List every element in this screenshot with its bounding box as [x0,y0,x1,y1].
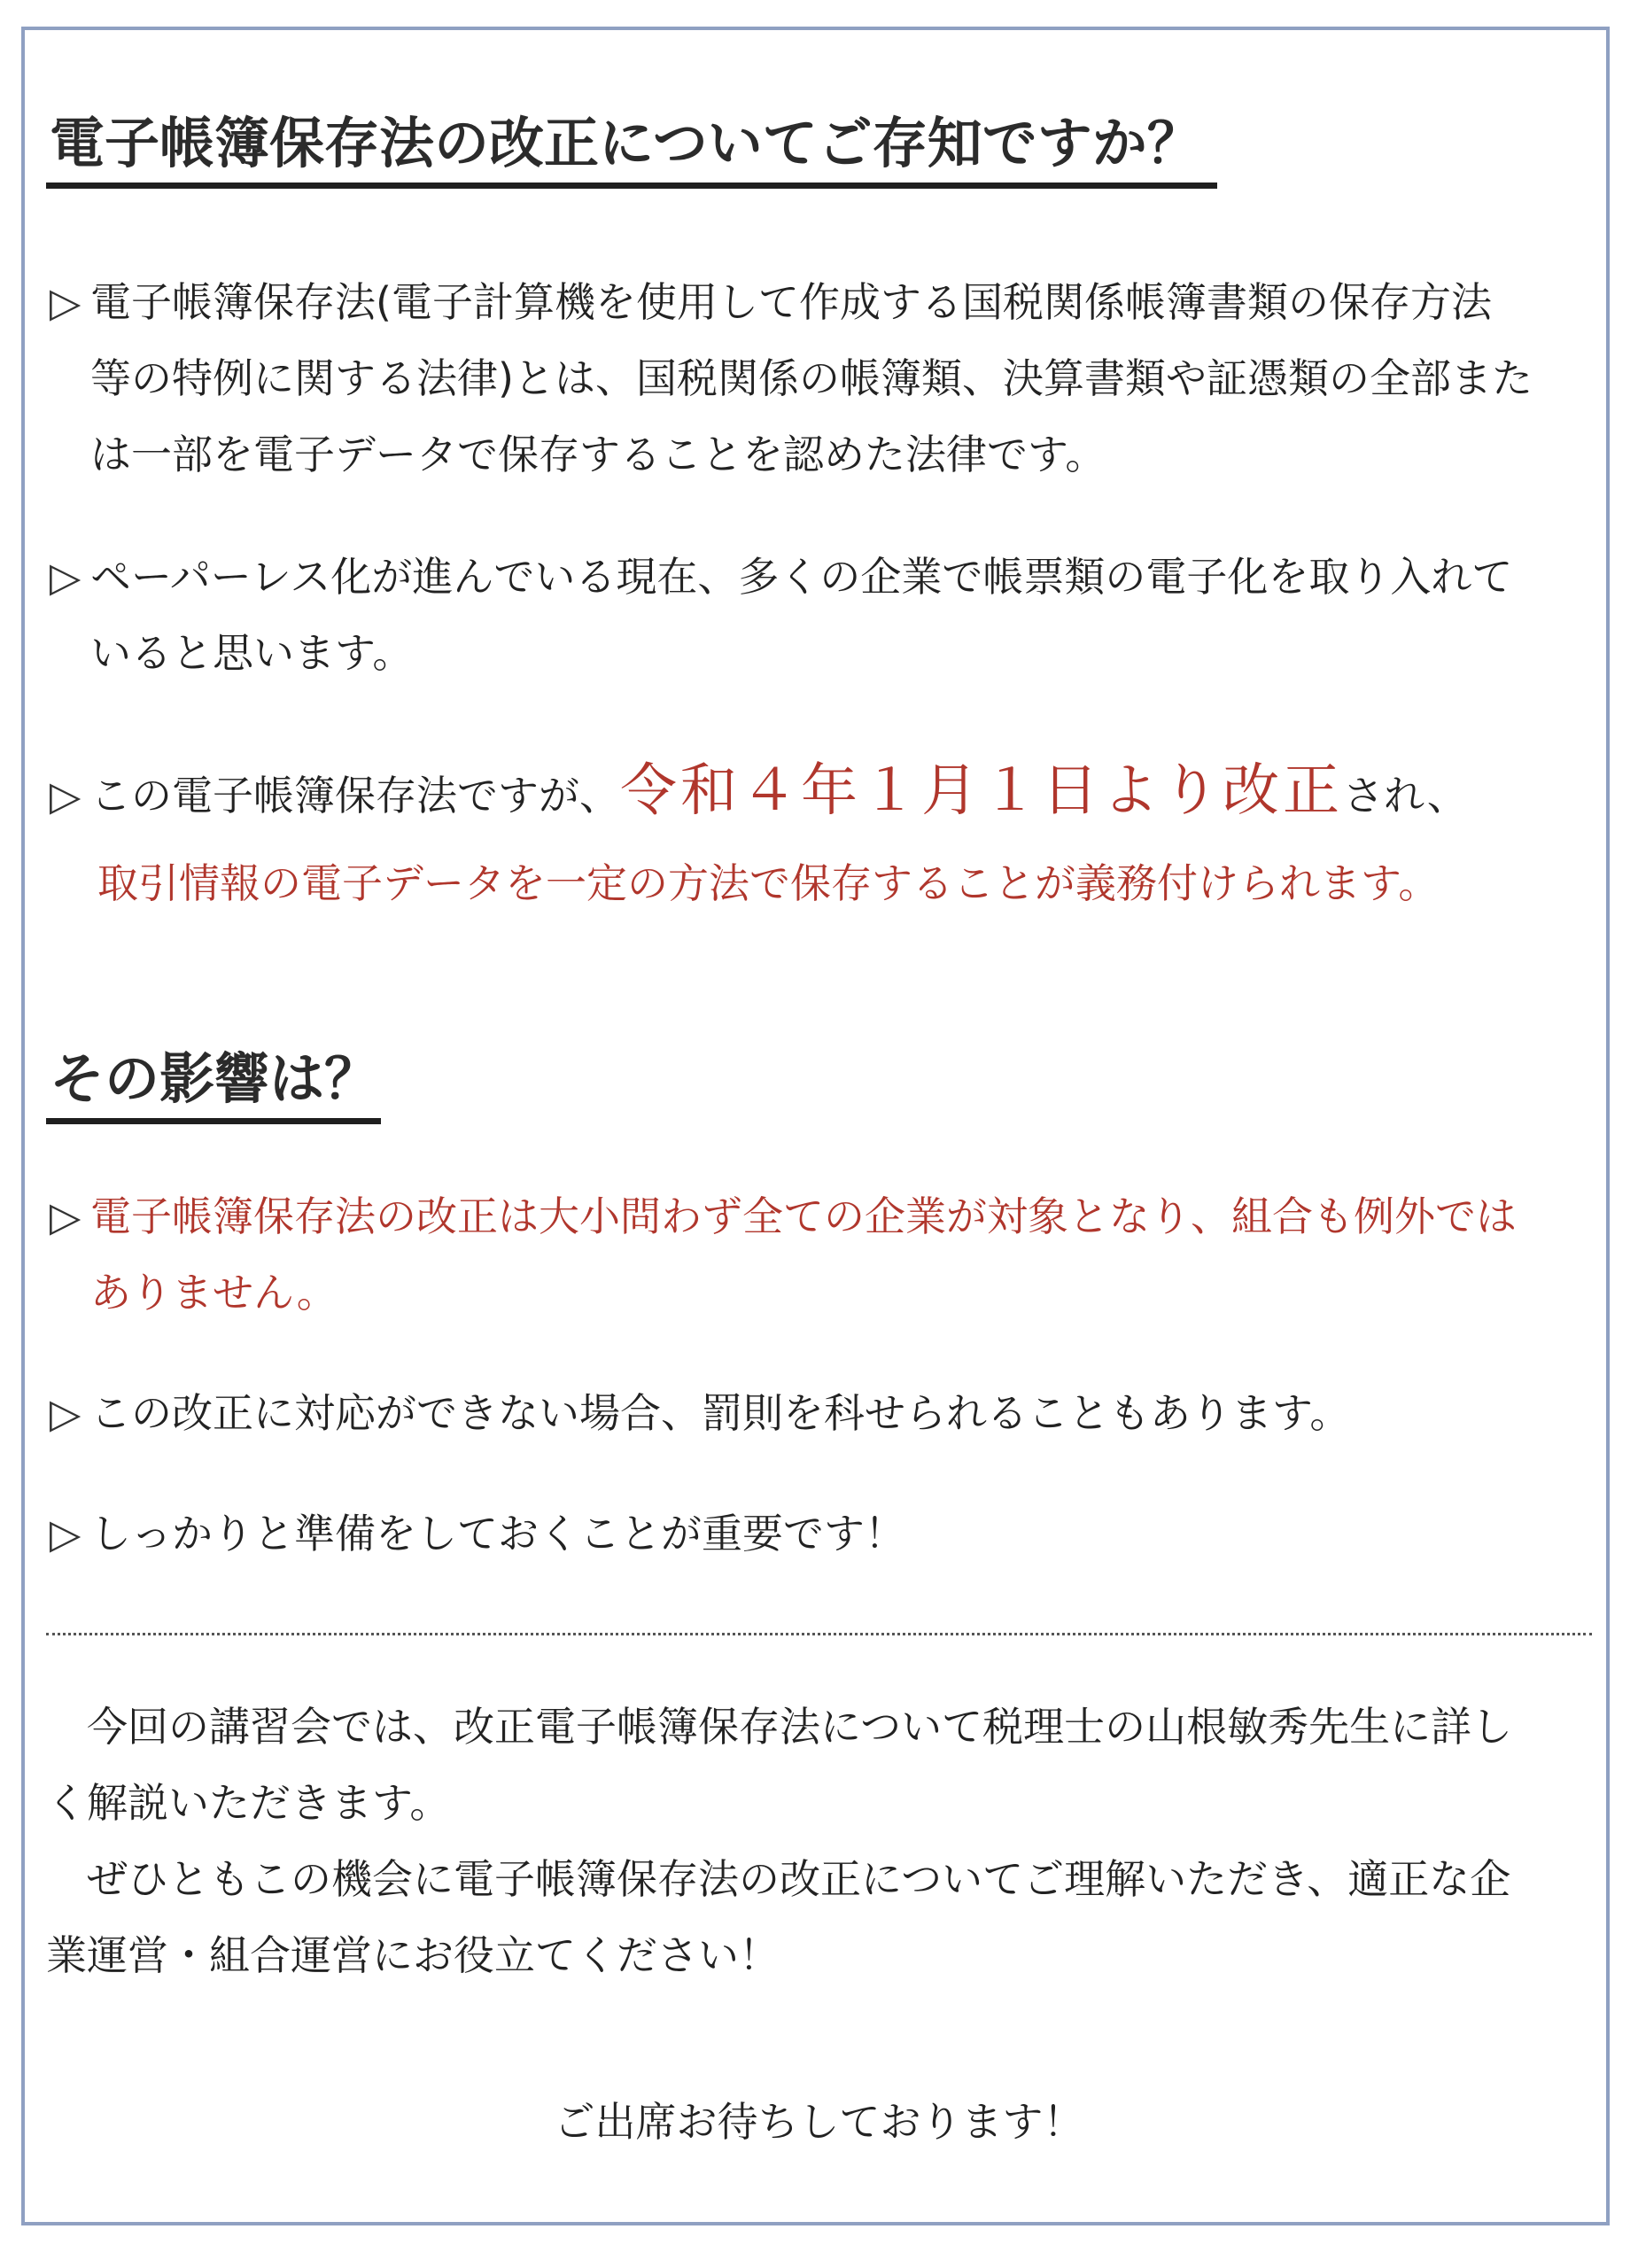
effective-date-highlight: 令和４年１月１日より改正 [620,758,1343,824]
section2-heading-underline [46,1118,381,1124]
section1-item1-line3: は一部を電子データで保存することを認めた法律です。 [90,431,1106,478]
section1-item3-line2: 取引情報の電子データを一定の方法で保存することが義務付けられます。 [97,859,1440,907]
triangle-bullet-icon: ▷ [50,553,82,601]
section1-item1-line1: ▷ 電子帳簿保存法(電子計算機を使用して作成する国税関係帳簿書類の保存方法 [50,264,1492,340]
section2-item3: ▷ しっかりと準備をしておくことが重要です！ [50,1495,905,1572]
section1-item2-line1: ▷ ペーパーレス化が進んでいる現在、多くの企業で帳票類の電子化を取り入れて [50,539,1512,615]
dotted-divider [46,1633,1592,1635]
closing-message: ご出席お待ちしております！ [554,2098,1084,2146]
footer-paragraph1-line1: 今回の講習会では、改正電子帳簿保存法について税理士の山根敏秀先生に詳し [46,1703,1513,1751]
triangle-bullet-icon: ▷ [50,1389,82,1437]
triangle-bullet-icon: ▷ [50,278,82,326]
section2-heading: その影響は？ [50,1046,380,1111]
section2-item1-line1: ▷ 電子帳簿保存法の改正は大小問わず全ての企業が対象となり、組合も例外では [50,1178,1517,1254]
triangle-bullet-icon: ▷ [50,1510,82,1557]
section2-item2: ▷ この改正に対応ができない場合、罰則を科せられることもあります。 [50,1375,1350,1451]
section1-item3-line1: ▷ この電子帳簿保存法ですが、令和４年１月１日より改正され、 [50,753,1468,834]
footer-paragraph2-line1: ぜひともこの機会に電子帳簿保存法の改正についてご理解いただき、適正な企 [46,1855,1511,1903]
triangle-bullet-icon: ▷ [50,1192,82,1240]
triangle-bullet-icon: ▷ [50,772,82,819]
section1-heading: 電子帳簿保存法の改正についてご存知ですか？ [50,111,1202,175]
section2-item1-line2: ありません。 [90,1269,338,1317]
section1-item2-line2: いると思います。 [90,629,414,677]
section1-item1-line2: 等の特例に関する法律)とは、国税関係の帳簿類、決算書類や証憑類の全部また [90,354,1533,402]
footer-paragraph1-line2: く解説いただきます。 [46,1779,451,1827]
section1-heading-underline [46,183,1217,189]
footer-paragraph2-line2: 業運営・組合運営にお役立てください！ [46,1931,780,1979]
